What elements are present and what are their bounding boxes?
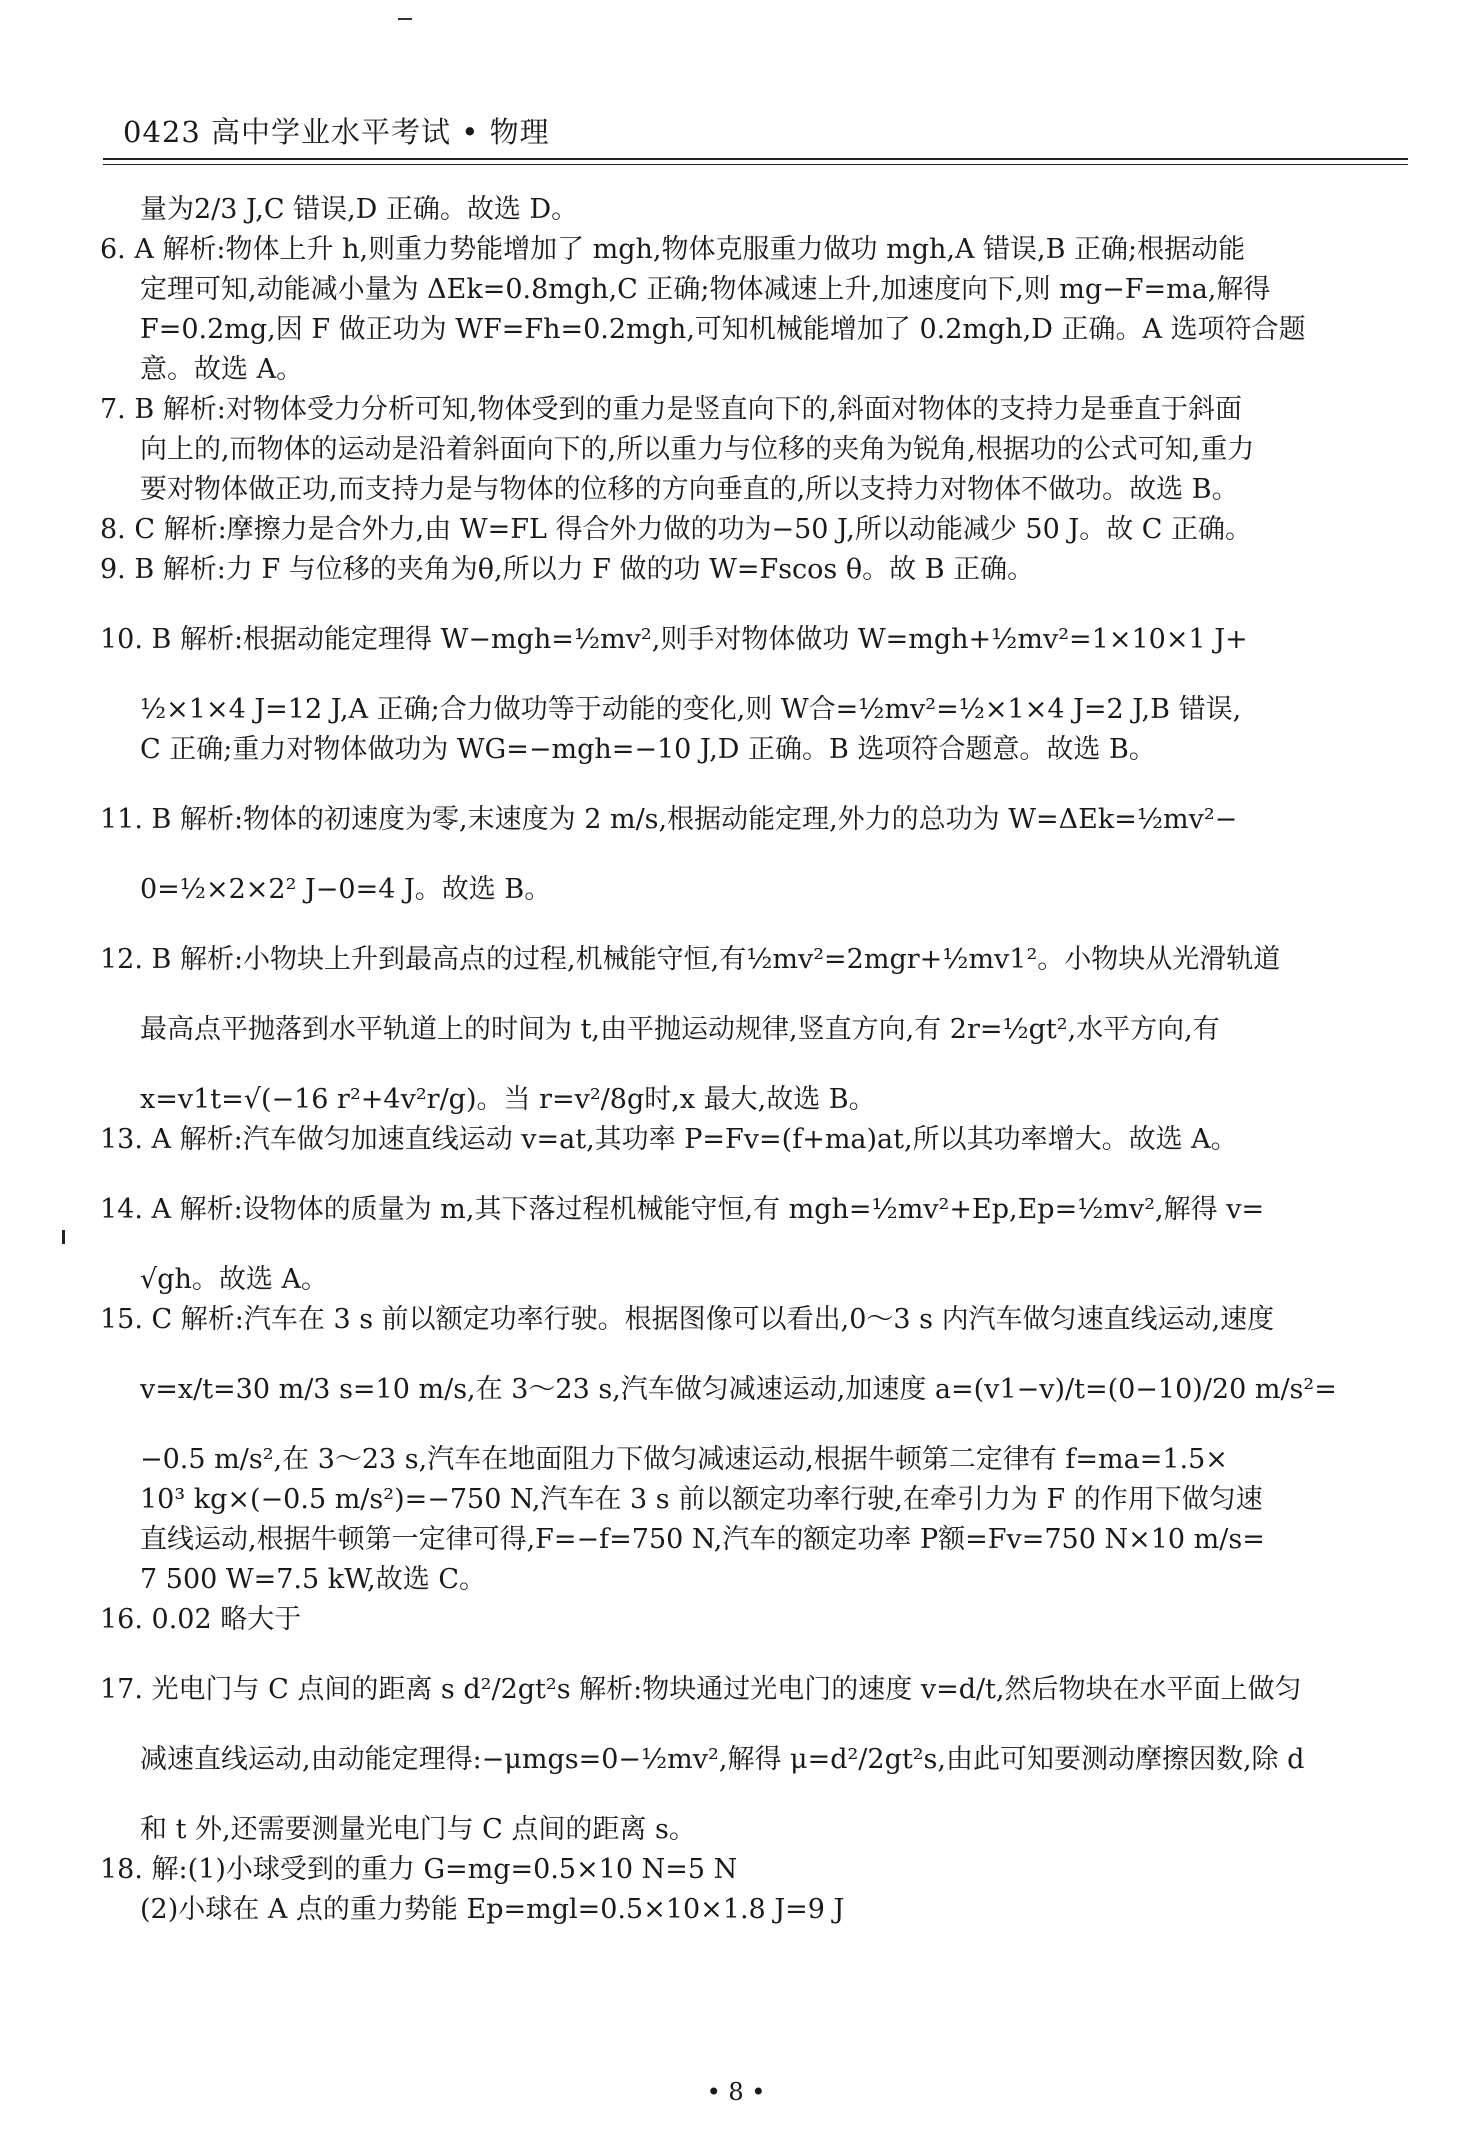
answer-line: 10³ kg×(−0.5 m/s²)=−750 N,汽车在 3 s 前以额定功率行驶,在牵引力为 F 的作用下做匀速: [140, 1484, 1263, 1515]
answer-line: 最高点平抛落到水平轨道上的时间为 t,由平抛运动规律,竖直方向,有 2r=½gt²,水平方向,有: [140, 1014, 1220, 1045]
answer-line: 定理可知,动能减小量为 ΔEk=0.8mgh,C 正确;物体减速上升,加速度向下,则 mg−F=ma,解得: [140, 274, 1271, 305]
answer-line: −0.5 m/s²,在 3～23 s,汽车在地面阻力下做匀减速运动,根据牛顿第二定律有 f=ma=1.5×: [140, 1444, 1228, 1475]
answer-line: 量为2/3 J,C 错误,D 正确。故选 D。: [140, 194, 579, 225]
answer-line: 0=½×2×2² J−0=4 J。故选 B。: [140, 874, 552, 905]
answer-line-q7: 7. B 解析:对物体受力分析可知,物体受到的重力是竖直向下的,斜面对物体的支持力是垂直于斜面: [100, 394, 1243, 425]
answer-line-q8: 8. C 解析:摩擦力是合外力,由 W=FL 得合外力做的功为−50 J,所以动能减少 50 J。故 C 正确。: [100, 514, 1253, 545]
answer-line: √gh。故选 A。: [140, 1264, 328, 1295]
answer-line: v=x/t=30 m/3 s=10 m/s,在 3～23 s,汽车做匀减速运动,加速度 a=(v1−v)/t=(0−10)/20 m/s²=: [140, 1374, 1337, 1405]
answer-line: ½×1×4 J=12 J,A 正确;合力做功等于动能的变化,则 W合=½mv²=½×1×4 J=2 J,B 错误,: [140, 694, 1242, 725]
answer-line-q9: 9. B 解析:力 F 与位移的夹角为θ,所以力 F 做的功 W=Fscos θ。故 B 正确。: [100, 554, 1035, 585]
page-header: [103, 100, 1408, 158]
answer-line: 和 t 外,还需要测量光电门与 C 点间的距离 s。: [140, 1814, 696, 1845]
answer-line-q10: 10. B 解析:根据动能定理得 W−mgh=½mv²,则手对物体做功 W=mgh+½mv²=1×10×1 J+: [100, 624, 1248, 655]
answer-line: 要对物体做正功,而支持力是与物体的位移的方向垂直的,所以支持力对物体不做功。故选 B。: [140, 474, 1239, 505]
answer-line-q12: 12. B 解析:小物块上升到最高点的过程,机械能守恒,有½mv²=2mgr+½mv1²。小物块从光滑轨道: [100, 944, 1281, 975]
answer-line: 直线运动,根据牛顿第一定律可得,F=−f=750 N,汽车的额定功率 P额=Fv=750 N×10 m/s=: [140, 1524, 1265, 1555]
answer-line-q15: 15. C 解析:汽车在 3 s 前以额定功率行驶。根据图像可以看出,0～3 s 内汽车做匀速直线运动,速度: [100, 1304, 1275, 1335]
answer-line-q16: 16. 0.02 略大于: [100, 1604, 302, 1635]
header-rule: [103, 158, 1408, 160]
answer-line-q6: 6. A 解析:物体上升 h,则重力势能增加了 mgh,物体克服重力做功 mgh,A 错误,B 正确;根据动能: [100, 234, 1246, 265]
answer-line: 减速直线运动,由动能定理得:−μmgs=0−½mv²,解得 μ=d²/2gt²s,由此可知要测动摩擦因数,除 d: [140, 1744, 1305, 1775]
answer-line: 意。故选 A。: [140, 354, 304, 385]
answer-line: x=v1t=√(−16 r²+4v²r/g)。当 r=v²/8g时,x 最大,故选 B。: [140, 1084, 876, 1115]
page-number: • 8 •: [706, 2078, 766, 2106]
answer-line: 向上的,而物体的运动是沿着斜面向下的,所以重力与位移的夹角为锐角,根据功的公式可知,重力: [140, 434, 1255, 465]
answer-line: 7 500 W=7.5 kW,故选 C。: [140, 1564, 486, 1595]
top-tick-mark: [398, 18, 412, 20]
answer-line: C 正确;重力对物体做功为 WG=−mgh=−10 J,D 正确。B 选项符合题意。故选 B。: [140, 734, 1156, 765]
margin-mark: [62, 1230, 65, 1244]
answer-line-q17: 17. 光电门与 C 点间的距离 s d²/2gt²s 解析:物块通过光电门的速度 v=d/t,然后物块在水平面上做匀: [100, 1674, 1302, 1705]
header-rule-thin: [103, 164, 1408, 165]
answer-line-q11: 11. B 解析:物体的初速度为零,末速度为 2 m/s,根据动能定理,外力的总功为 W=ΔEk=½mv²−: [100, 804, 1238, 835]
answer-line-q14: 14. A 解析:设物体的质量为 m,其下落过程机械能守恒,有 mgh=½mv²+Ep,Ep=½mv²,解得 v=: [100, 1194, 1265, 1225]
answer-content: [100, 190, 1430, 1930]
answer-line-q18: 18. 解:(1)小球受到的重力 G=mg=0.5×10 N=5 N: [100, 1854, 738, 1885]
answer-line: F=0.2mg,因 F 做正功为 WF=Fh=0.2mgh,可知机械能增加了 0.2mgh,D 正确。A 选项符合题: [140, 314, 1306, 345]
header-title: 0423 高中学业水平考试 • 物理: [123, 115, 550, 149]
answer-line: (2)小球在 A 点的重力势能 Ep=mgl=0.5×10×1.8 J=9 J: [140, 1894, 845, 1925]
answer-line-q13: 13. A 解析:汽车做匀加速直线运动 v=at,其功率 P=Fv=(f+ma)at,所以其功率增大。故选 A。: [100, 1124, 1238, 1155]
